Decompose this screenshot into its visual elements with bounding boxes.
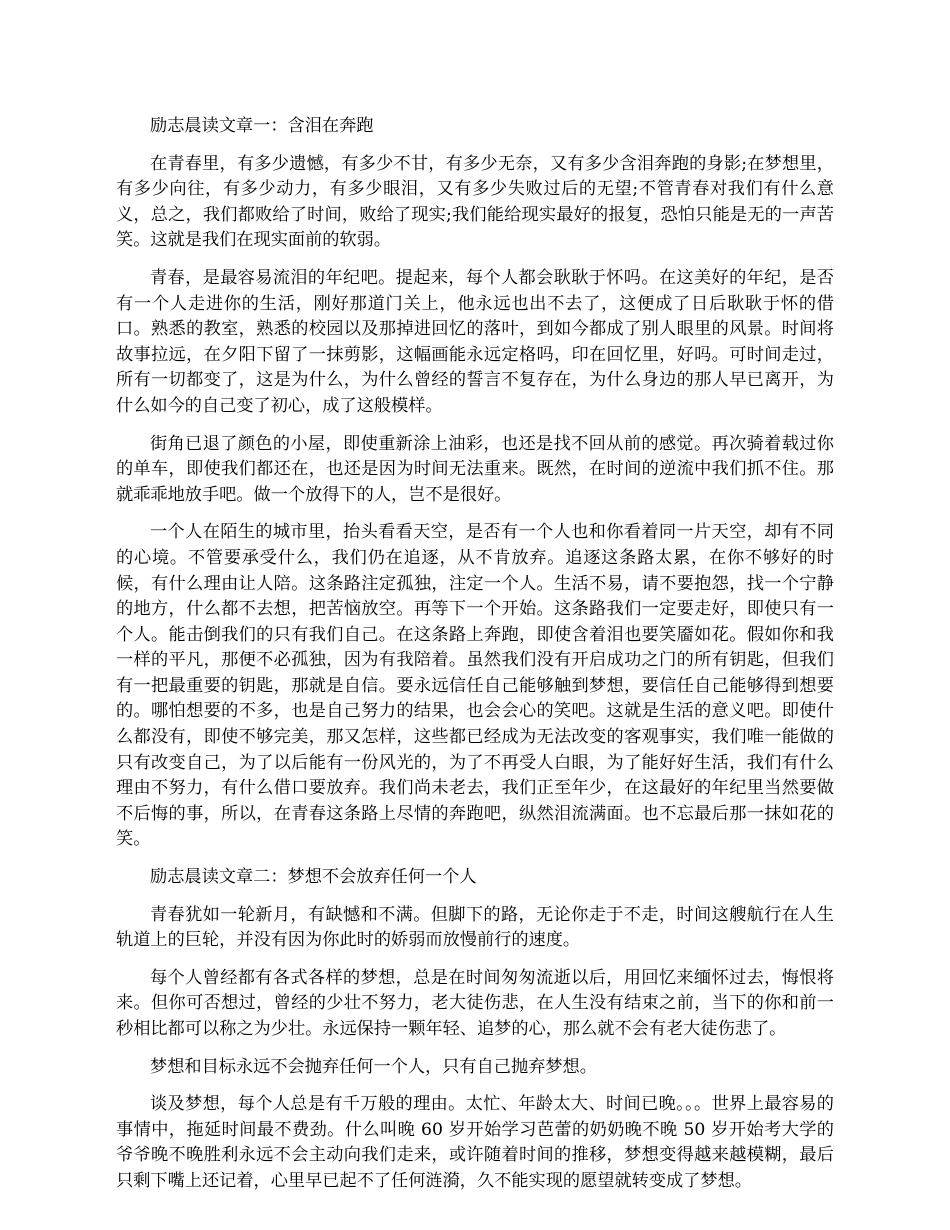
article-one-paragraph-4: 一个人在陌生的城市里，抬头看看天空，是否有一个人也和你看着同一片天空，却有不同的心境。不管要承受什么，我们仍在追逐，从不肯放弃。追逐这条路太累，在你不够好的时候，有什么理由让人陪。这条路注定孤独，注定一个人。生活不易，请不要抱怨，找一个宁静的地方，什么都不去想，把苦恼放空。再等下一个开始。这条路我们一定要走好，即使只有一个人。能击倒我们的只有我们自己。在这条路上奔跑，即使含着泪也要笑靥如花。假如你和我一样的平凡，那便不必孤独，因为有我陪着。虽然我们没有开启成功之门的所有钥匙，但我们有一把最重要的钥匙，那就是自信。要永远信任自己能够触到梦想，要信任自己能够得到想要的。哪怕想要的不多，也是自己努力的结果，也会会心的笑吧。这就是生活的意义吧。即使什么都没有，即使不够完美，那又怎样，这些都已经成为无法改变的客观事实，我们唯一能做的只有改变自己，为了以后能有一份风光的，为了不再受人白眼，为了能好好生活，我们有什么理由不努力，有什么借口要放弃。我们尚未老去，我们正至年少，在这最好的年纪里当然要做不后悔的事，所以，在青春这条路上尽情的奔跑吧，纵然泪流满面。也不忘最后那一抹如花的笑。	[116, 522, 834, 850]
article-one-paragraph-2: 青春，是最容易流泪的年纪吧。提起来，每个人都会耿耿于怀吗。在这美好的年纪，是否有一个人走进你的生活，刚好那道门关上，他永远也出不去了，这便成了日后耿耿于怀的借口。熟悉的教室，熟悉的校园以及那掉进回忆的落叶，到如今都成了别人眼里的风景。时间将故事拉远，在夕阳下留了一抹剪影，这幅画能永远定格吗，印在回忆里，好吗。可时间走过，所有一切都变了，这是为什么，为什么曾经的誓言不复存在，为什么身边的那人早已离开，为什么如今的自己变了初心，成了这般模样。	[116, 267, 834, 416]
article-two-title: 励志晨读文章二：梦想不会放弃任何一个人	[150, 867, 477, 888]
article-two-paragraph-1: 青春犹如一轮新月，有缺憾和不满。但脚下的路，无论你走于不走，时间这艘航行在人生轨道上的巨轮，并没有因为你此时的娇弱而放慢前行的速度。	[116, 904, 834, 951]
article-one-paragraph-1: 在青春里，有多少遗憾，有多少不甘，有多少无奈，又有多少含泪奔跑的身影;在梦想里，有多少向往，有多少动力，有多少眼泪，又有多少失败过后的无望;不管青春对我们有什么意义，总之，我们都败给了时间，败给了现实;我们能给现实最好的报复，恐怕只能是无的一声苦笑。这就是我们在现实面前的软弱。	[116, 153, 834, 251]
article-one-paragraph-3: 街角已退了颜色的小屋，即使重新涂上油彩，也还是找不回从前的感觉。再次骑着载过你的单车，即使我们都还在，也还是因为时间无法重来。既然，在时间的逆流中我们抓不住。那就乖乖地放手吧。做一个放得下的人，岂不是很好。	[116, 433, 834, 505]
article-two-paragraph-4: 谈及梦想，每个人总是有千万般的理由。太忙、年龄太大、时间已晚。。。世界上最容易的事情中，拖延时间最不费劲。什么叫晚 60 岁开始学习芭蕾的奶奶晚不晚 50 岁开始考大学的爷爷晚不晚胜利永远不会主动向我们走来，或许随着时间的推移，梦想变得越来越模糊，最后只剩下嘴上还记着，心里早已起不了任何涟漪，久不能实现的愿望就转变成了梦想。	[116, 1094, 834, 1191]
article-two-paragraph-3: 梦想和目标永远不会抛弃任何一个人，只有自己抛弃梦想。	[150, 1056, 597, 1077]
article-two-paragraph-2: 每个人曾经都有各式各样的梦想，总是在时间匆匆流逝以后，用回忆来缅怀过去，悔恨将来。但你可否想过，曾经的少壮不努力，老大徒伤悲，在人生没有结束之前，当下的你和前一秒相比都可以称之为少壮。永远保持一颗年轻、追梦的心，那么就不会有老大徒伤悲了。	[116, 967, 834, 1039]
article-one-title: 励志晨读文章一：含泪在奔跑	[150, 116, 374, 136]
document-page	[116, 114, 834, 1207]
